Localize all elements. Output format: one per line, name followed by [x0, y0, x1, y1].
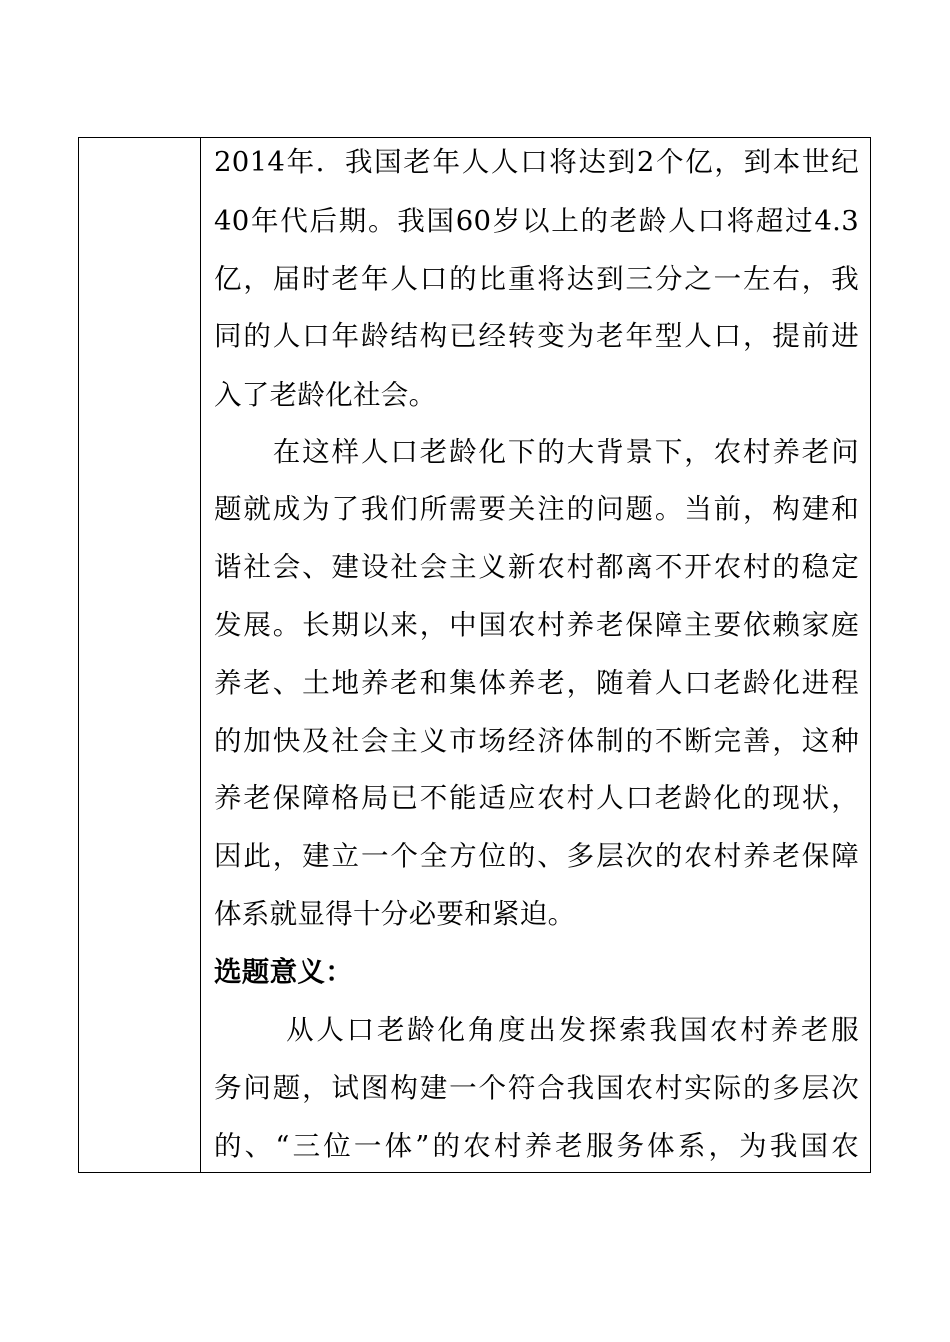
- section-heading: 选题意义：: [214, 956, 353, 988]
- text-line: 的加快及社会主义市场经济体制的不断完善，这种: [214, 725, 859, 757]
- text-line: 养老、土地养老和集体养老，随着人口老龄化进程: [214, 667, 859, 699]
- text-line: 40年代后期。我国60岁以上的老龄人口将超过4.3: [214, 205, 859, 237]
- text-line: 亿，届时老年人口的比重将达到三分之一左右，我: [214, 263, 859, 295]
- text-line: 入了老龄化社会。: [214, 379, 437, 411]
- text-line: 题就成为了我们所需要关注的问题。当前，构建和: [214, 493, 859, 525]
- text-line: 谐社会、建设社会主义新农村都离不开农村的稳定: [214, 551, 859, 583]
- document-table: [78, 137, 871, 1173]
- text-line: 务问题，试图构建一个符合我国农村实际的多层次: [214, 1072, 859, 1104]
- table-content-cell: [79, 138, 870, 1172]
- text-line: 体系就显得十分必要和紧迫。: [214, 898, 576, 930]
- text-line: 因此，建立一个全方位的、多层次的农村养老保障: [214, 840, 859, 872]
- text-line: 发展。长期以来，中国农村养老保障主要依赖家庭: [214, 609, 859, 641]
- text-line: 2014年．我国老年人人口将达到2个亿，到本世纪: [214, 146, 859, 178]
- text-line: 从人口老龄化角度出发探索我国农村养老服: [214, 1014, 859, 1046]
- text-line: 在这样人口老龄化下的大背景下，农村养老问: [214, 436, 859, 468]
- text-line: 同的人口年龄结构已经转变为老年型人口，提前进: [214, 320, 859, 352]
- text-line: 养老保障格局已不能适应农村人口老龄化的现状，: [214, 782, 859, 814]
- text-line: 的、“三位一体”的农村养老服务体系，为我国农: [214, 1130, 859, 1162]
